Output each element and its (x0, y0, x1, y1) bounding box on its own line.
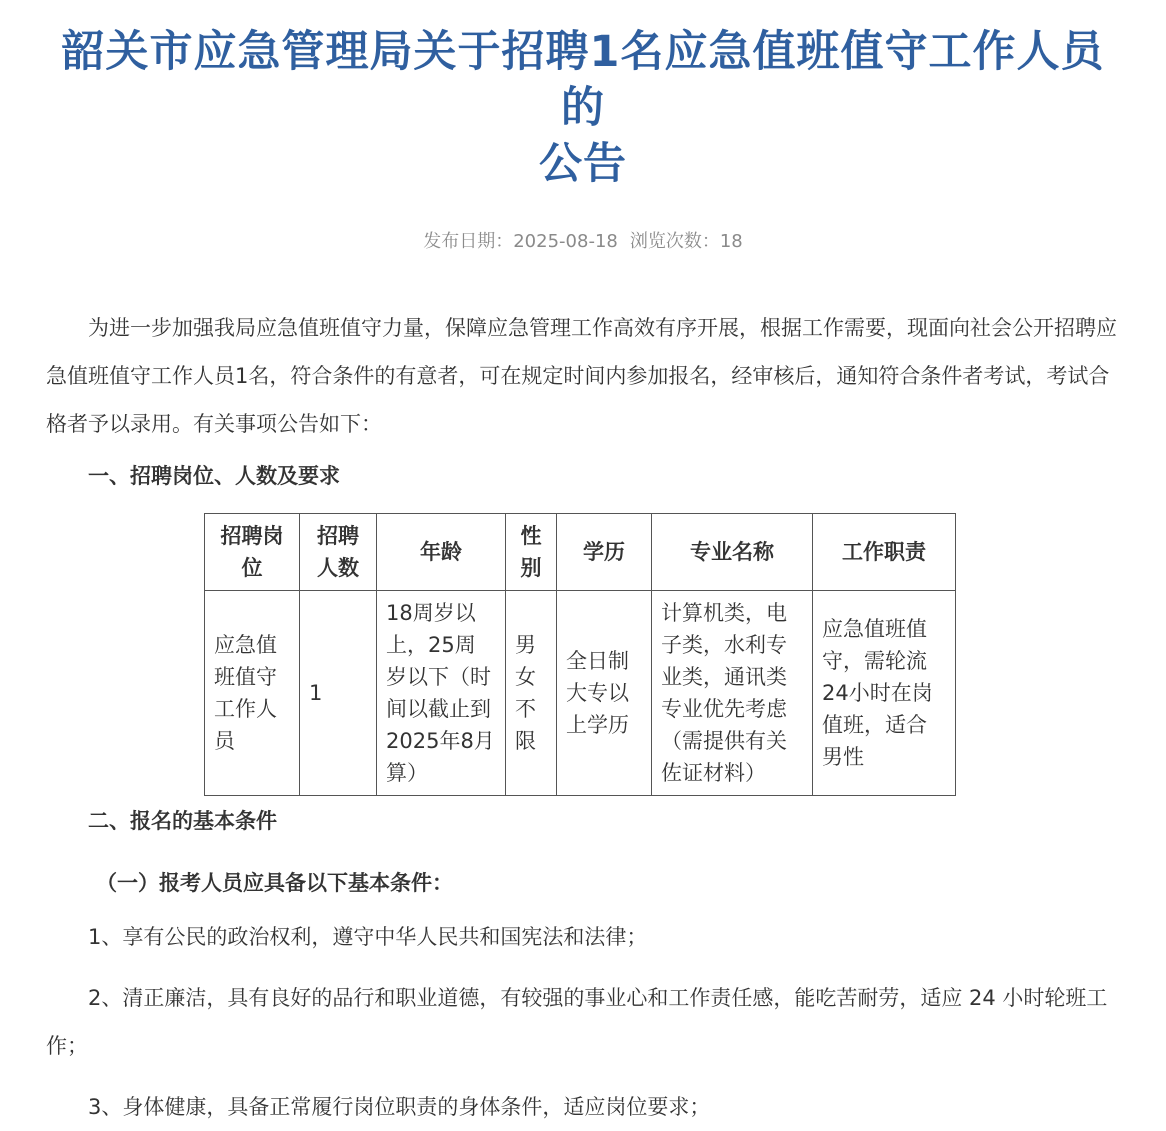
article-meta (46, 228, 1120, 256)
list-item: 2、清正廉洁，具有良好的品行和职业道德，有较强的事业心和工作责任感，能吃苦耐劳，适应 24 小时轮班工作； (46, 986, 1108, 1058)
table-header-cell: 工作职责 (813, 514, 956, 591)
section1-heading: 一、招聘岗位、人数及要求 (88, 464, 340, 488)
subsection-heading: （一）报考人员应具备以下基本条件： (96, 871, 453, 895)
table-header-cell: 性别 (506, 514, 557, 591)
table-cell: 男女不限 (506, 591, 557, 796)
table-cell: 应急值班值守，需轮流24小时在岗值班，适合男性 (813, 591, 956, 796)
table-cell: 全日制大专以上学历 (557, 591, 652, 796)
publish-date-label: 发布日期： (423, 231, 514, 252)
table-header-cell: 招聘岗位 (205, 514, 300, 591)
table-cell: 1 (300, 591, 377, 796)
view-count-label: 浏览次数： (629, 231, 720, 252)
table-header-cell: 招聘人数 (300, 514, 377, 591)
table-header-row (205, 514, 956, 591)
intro-paragraph: 为进一步加强我局应急值班值守力量，保障应急管理工作高效有序开展，根据工作需要，现面向社会公开招聘应急值班值守工作人员1名，符合条件的有意者，可在规定时间内参加报名，经审核后，通知符合条件者考试，考试合格者予以录用。有关事项公告如下： (46, 316, 1117, 436)
table-cell: 计算机类，电子类，水利专业类，通讯类专业优先考虑（需提供有关佐证材料） (652, 591, 813, 796)
view-count: 18 (719, 231, 743, 252)
page-title-line2: 公告 (539, 139, 627, 189)
page-title (46, 0, 1120, 192)
table-header-cell: 学历 (557, 514, 652, 591)
table-cell: 18周岁以上，25周岁以下（时间以截止到2025年8月算） (377, 591, 506, 796)
publish-date: 2025-08-18 (513, 231, 618, 252)
table-header-cell: 专业名称 (652, 514, 813, 591)
table-cell: 应急值班值守工作人员 (205, 591, 300, 796)
recruitment-table (204, 513, 956, 796)
section2-heading: 二、报名的基本条件 (88, 809, 277, 833)
table-header-cell: 年龄 (377, 514, 506, 591)
page-title-line1: 韶关市应急管理局关于招聘1名应急值班值守工作人员的 (61, 27, 1105, 133)
list-item: 1、享有公民的政治权利，遵守中华人民共和国宪法和法律； (88, 925, 648, 949)
list-item: 3、身体健康，具备正常履行岗位职责的身体条件，适应岗位要求； (88, 1095, 711, 1119)
table-row (205, 591, 956, 796)
